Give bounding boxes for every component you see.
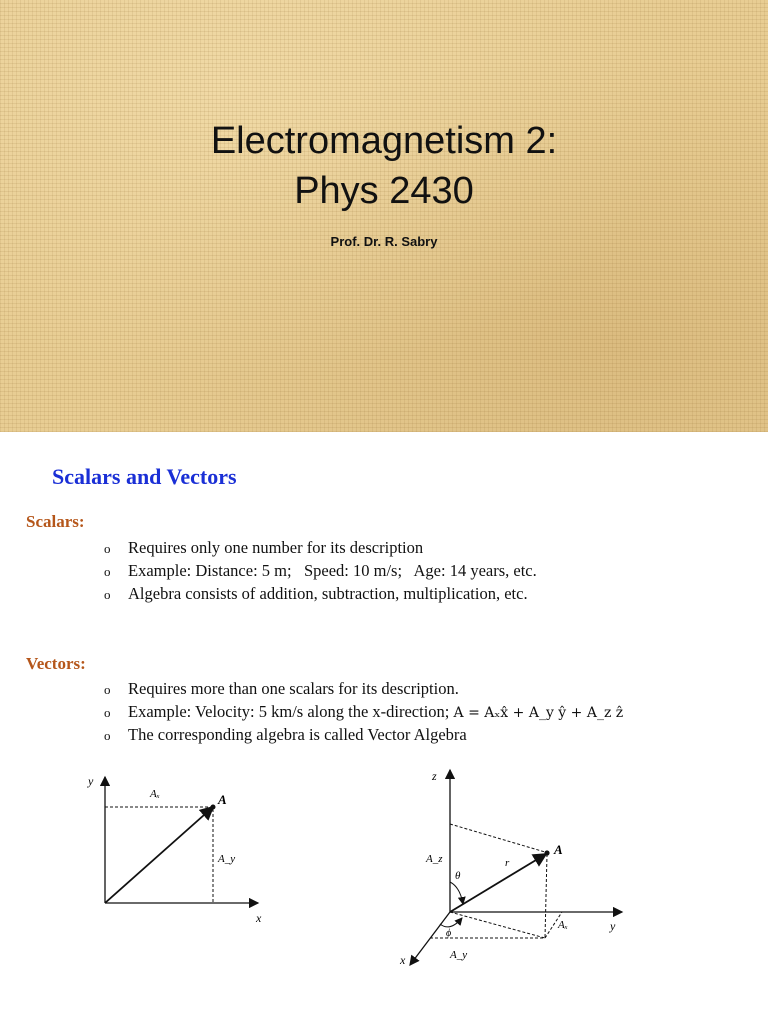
list-item: o Example: Distance: 5 m; Speed: 10 m/s; Age: 14 years, etc. [104, 559, 537, 582]
axis-label-x: x [256, 911, 262, 925]
radius-label: r [505, 857, 510, 869]
vector-equation: A = Aₓx̂ + A_y ŷ + A_z ẑ [453, 705, 624, 721]
vector-tip-dot [211, 805, 216, 810]
list-item: o Requires more than one scalars for its description. [104, 677, 623, 700]
title-slide [0, 0, 768, 432]
bullet-icon: o [104, 728, 111, 743]
projection-vertical [545, 854, 547, 938]
content-slide [0, 432, 768, 1024]
component-y-label: A_y [450, 949, 468, 961]
vector-2d-diagram [80, 767, 280, 927]
projection-base [450, 912, 545, 938]
bullet-icon: o [104, 564, 111, 579]
vector-arrow [105, 807, 213, 903]
axis-label-z: z [432, 769, 437, 783]
vectors-list [104, 677, 623, 746]
list-item: o Algebra consists of addition, subtraction, multiplication, etc. [104, 582, 537, 605]
list-item: o The corresponding algebra is called Vector Algebra [104, 723, 623, 746]
component-z-label: A_z [426, 853, 443, 865]
axis-label-x: x [400, 953, 406, 967]
title-line-2: Phys 2430 [294, 170, 474, 212]
phi-label: ϕ [446, 928, 452, 939]
axis-label-y: y [88, 774, 94, 788]
scalars-label: Scalars: [26, 512, 85, 531]
component-x-label: Aₓ [558, 919, 568, 931]
theta-label: θ [455, 870, 461, 882]
bullet-icon: o [104, 705, 111, 720]
bullet-icon: o [104, 541, 111, 556]
bullet-icon: o [104, 682, 111, 697]
axis-label-y: y [610, 919, 616, 933]
projection-z [450, 824, 545, 852]
theta-arc [450, 882, 463, 904]
list-item: o Example: Velocity: 5 km/s along the x-direction; A = Aₓx̂ + A_y ŷ + A_z ẑ [104, 700, 623, 723]
title-line-1: Electromagnetism 2: [210, 120, 558, 162]
vectors-label: Vectors: [26, 654, 86, 673]
component-y-label: A_y [218, 853, 236, 865]
bullet-icon: o [104, 587, 111, 602]
vector-label: A [218, 792, 227, 807]
vector-arrow [450, 854, 546, 912]
vector-3d-diagram [390, 762, 640, 972]
scalars-list [104, 536, 537, 605]
slide-heading: Scalars and Vectors [52, 464, 237, 489]
vector-label: A [554, 842, 563, 857]
list-item: o Requires only one number for its description [104, 536, 537, 559]
phi-arc [440, 918, 462, 927]
component-x-label: Aₓ [150, 788, 160, 800]
subtitle-author: Prof. Dr. R. Sabry [330, 234, 438, 249]
